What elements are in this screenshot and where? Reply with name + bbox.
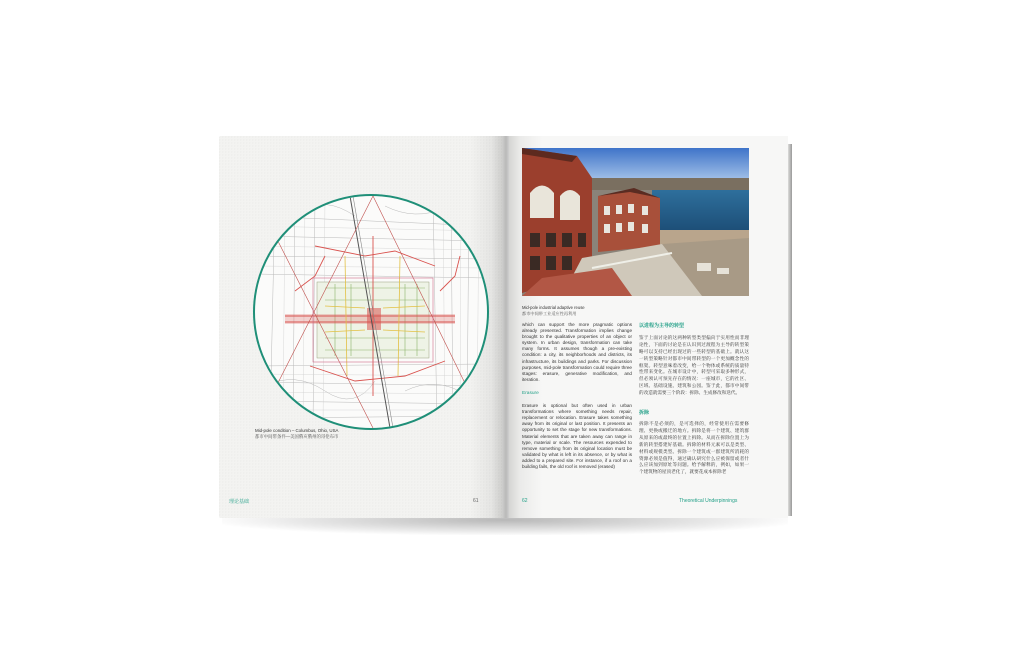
en-paragraph-2: Erasure is optional but often used in urban transformations where something needs repair, replacement or relocation. Erasure takes something away from its original or last position. It presents an opportunity to set the stage for new transformations. Material elements that are taken away can range in type, material or scale. The resources expended to remove something from its original location must be validated by what is left in its absence, or by what is added to a prepared site. For instance, if a roof on a building fails, the old roof is removed (erased) — [522, 403, 632, 469]
industrial-reuse-photo — [522, 148, 749, 296]
circular-site-map — [253, 194, 489, 430]
english-text-column — [522, 322, 632, 476]
site-map-drawing — [255, 196, 487, 428]
photo-caption-en: Mid-pole industrial adaptive reuse — [522, 305, 585, 310]
zh-heading: 以进程为主导的转型 — [639, 323, 685, 329]
chinese-text-column — [639, 323, 749, 484]
map-caption-en: Mid-pole condition – Columbus, Ohio, USA — [255, 428, 339, 433]
right-page — [509, 136, 788, 518]
zh-paragraph-1: 鉴于上面讨论的这两种转型类型偏向于实用性而非理论性，下面的讨论是在认识到过渡程为主导的转型策略可以支持已经出现过的一些转型的基础上。就认这一转型策略针对都市中间带转型的一个更加概念性的框架。转型意味着改变，给一个物体或系统的质量特性带来变化。在城市设计中，转型可采取多种形式，但必须认可预先存在的情况：一座城市，它的社区、区域、基础设施、建筑和公园。鉴于此，都市中间带的改造就需要三个阶段：拆除、生成修改和迭代。 — [639, 335, 749, 397]
map-caption-zh: 都市中间带条件—美国俄亥俄州的哥伦布市 — [255, 434, 339, 439]
right-page-number: 62 — [522, 498, 528, 504]
open-book — [219, 136, 792, 518]
left-page — [219, 136, 503, 518]
photo-caption-zh: 都市中间带工业适应性再利用 — [522, 311, 577, 316]
left-footer-title: 理论基础 — [229, 499, 250, 505]
zh-subheading: 拆除 — [639, 410, 650, 417]
page-edge — [788, 144, 792, 516]
zh-paragraph-2: 拆除不是必须的，是可选择的，经常使用在需要修理、更换或搬迁的地方。拆除是将一个建筑、建筑群从原来的或最终的位置上拆除。从而在拆除位置上为新的转型搭建好基础。拆除的材料元素可以是类型、材料或规模类型。拆除一个建筑或一群建筑所消耗的资源必须是值得，通过确认研究什么应被保留或者什么应该加到原址等问题。给予解释的，例如，如果一个建筑物的屋顶老化了，就要花成本拆除老 — [639, 421, 749, 476]
left-page-number: 61 — [473, 498, 479, 504]
en-paragraph-1: which can support the more pragmatic options already presented. Transformation implies change brought to the qualitative properties of an object or system. In urban design, transformation can take many forms. It assumes though a pre-existing condition: a city, its neighborhoods and districts, its infrastructure, its buildings and parks. For discussion purposes, mid-pole transformation could require three stages: erasure, generative modification, and iteration. — [522, 322, 632, 382]
right-footer-title: Theoretical Underpinnings — [679, 498, 738, 504]
en-subheading-erasure: Erasure — [522, 390, 539, 396]
photo-drawing — [522, 148, 749, 296]
